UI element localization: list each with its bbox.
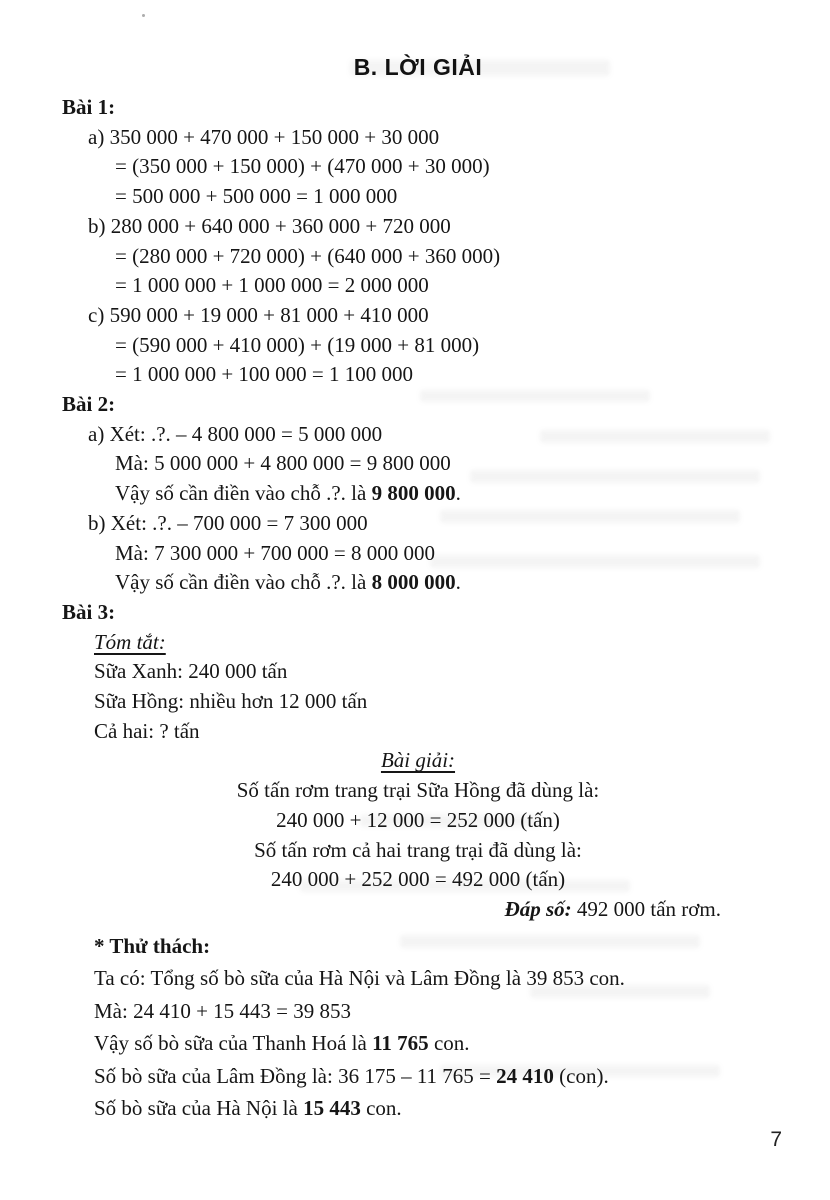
exercise-1-part-c	[62, 301, 774, 331]
text-segment: 240 000 + 252 000 = 492 000 (tấn)	[270, 867, 566, 892]
solution-line	[62, 806, 774, 836]
solution-line	[62, 687, 774, 717]
text-segment: = 500 000 + 500 000 = 1 000 000	[115, 184, 398, 209]
solution-line	[62, 539, 774, 569]
solution-line	[62, 449, 774, 479]
solution-line	[62, 962, 774, 995]
solution-label	[62, 746, 774, 776]
text-segment: = 1 000 000 + 100 000 = 1 100 000	[115, 362, 414, 387]
text-segment: Vậy số cần điền vào chỗ .?. là	[115, 570, 372, 595]
exercise-1-part-a	[62, 123, 774, 153]
text-segment: .	[455, 570, 461, 595]
text-segment: Số tấn rơm cả hai trang trại đã dùng là:	[254, 837, 582, 862]
solution-line	[62, 1092, 774, 1125]
challenge-heading	[62, 930, 774, 963]
text-segment: Bài 1:	[62, 95, 116, 119]
page-title: B. LỜI GIẢI	[353, 54, 483, 80]
exercise-2-heading	[62, 390, 774, 420]
text-segment: con.	[360, 1096, 402, 1121]
text-segment: Cả hai: ? tấn	[94, 718, 200, 743]
text-segment: Sữa Xanh: 240 000 tấn	[94, 659, 288, 684]
solution-line	[62, 836, 774, 866]
exercise-2-part-a	[62, 420, 774, 450]
text-segment: con.	[428, 1031, 470, 1056]
text-segment: Vậy số bò sữa của Thanh Hoá là	[94, 1031, 373, 1056]
text-segment: 492 000 tấn rơm.	[576, 896, 721, 921]
text-segment: 24 410	[496, 1063, 554, 1088]
exercise-1-part-b	[62, 212, 774, 242]
text-segment: Bài 2:	[62, 392, 116, 417]
text-segment: b) Xét: .?. – 700 000 = 7 300 000	[88, 510, 368, 535]
summary-label	[62, 628, 774, 658]
solution-line	[62, 657, 774, 687]
text-segment: a) 350 000 + 470 000 + 150 000 + 30 000	[88, 124, 440, 149]
solution-line	[62, 1060, 774, 1093]
text-segment: 240 000 + 12 000 = 252 000 (tấn)	[276, 807, 560, 832]
document-body	[62, 93, 774, 1125]
text-segment: Bài 3:	[62, 599, 116, 624]
solution-line	[62, 568, 774, 598]
solution-line	[62, 242, 774, 272]
solution-line	[62, 865, 774, 895]
text-segment: c) 590 000 + 19 000 + 81 000 + 410 000	[88, 302, 429, 327]
text-segment: Số bò sữa của Lâm Đồng là: 36 175 – 11 765 =	[94, 1063, 497, 1088]
final-answer	[62, 895, 774, 925]
solution-line	[62, 776, 774, 806]
text-segment: = 1 000 000 + 1 000 000 = 2 000 000	[115, 273, 429, 298]
text-segment: 8 000 000	[371, 570, 456, 595]
text-segment: b) 280 000 + 640 000 + 360 000 + 720 000	[88, 213, 451, 238]
text-segment: a) Xét: .?. – 4 800 000 = 5 000 000	[88, 421, 383, 446]
solution-line	[62, 331, 774, 361]
solution-line	[62, 1027, 774, 1060]
solution-line	[62, 152, 774, 182]
text-segment: 11 765	[372, 1031, 429, 1056]
text-segment: 15 443	[303, 1096, 361, 1121]
text-segment: Mà: 24 410 + 15 443 = 39 853	[94, 998, 352, 1023]
exercise-1-heading	[62, 93, 774, 123]
solution-line	[62, 717, 774, 747]
text-segment: Số bò sữa của Hà Nội là	[94, 1096, 304, 1121]
solution-line	[62, 360, 774, 390]
text-segment: Số tấn rơm trang trại Sữa Hồng đã dùng là:	[236, 778, 600, 803]
text-segment: Mà: 7 300 000 + 700 000 = 8 000 000	[115, 540, 436, 565]
text-segment: * Thử thách:	[94, 933, 211, 958]
text-segment: Ta có: Tổng số bò sữa của Hà Nội và Lâm Đồng là 39 853 con.	[94, 966, 625, 991]
text-segment: Bài giải:	[380, 748, 456, 773]
exercise-2-part-b	[62, 509, 774, 539]
text-segment: .	[455, 481, 461, 506]
page-number: 7	[770, 1128, 782, 1151]
text-segment: 9 800 000	[371, 481, 456, 506]
text-segment: = (350 000 + 150 000) + (470 000 + 30 000)	[115, 154, 490, 179]
text-segment: Sữa Hồng: nhiều hơn 12 000 tấn	[94, 689, 368, 714]
solution-line	[62, 479, 774, 509]
solution-line	[62, 271, 774, 301]
solution-line	[62, 182, 774, 212]
solution-line	[62, 995, 774, 1028]
text-segment: Mà: 5 000 000 + 4 800 000 = 9 800 000	[115, 451, 451, 476]
text-segment: = (280 000 + 720 000) + (640 000 + 360 000)	[115, 243, 501, 268]
text-segment: Tóm tắt:	[94, 629, 166, 654]
exercise-3-heading	[62, 598, 774, 628]
text-segment: (con).	[553, 1063, 609, 1088]
text-segment: Đáp số:	[504, 896, 577, 921]
text-segment: Vậy số cần điền vào chỗ .?. là	[115, 481, 372, 506]
text-segment: = (590 000 + 410 000) + (19 000 + 81 000)	[115, 332, 480, 357]
